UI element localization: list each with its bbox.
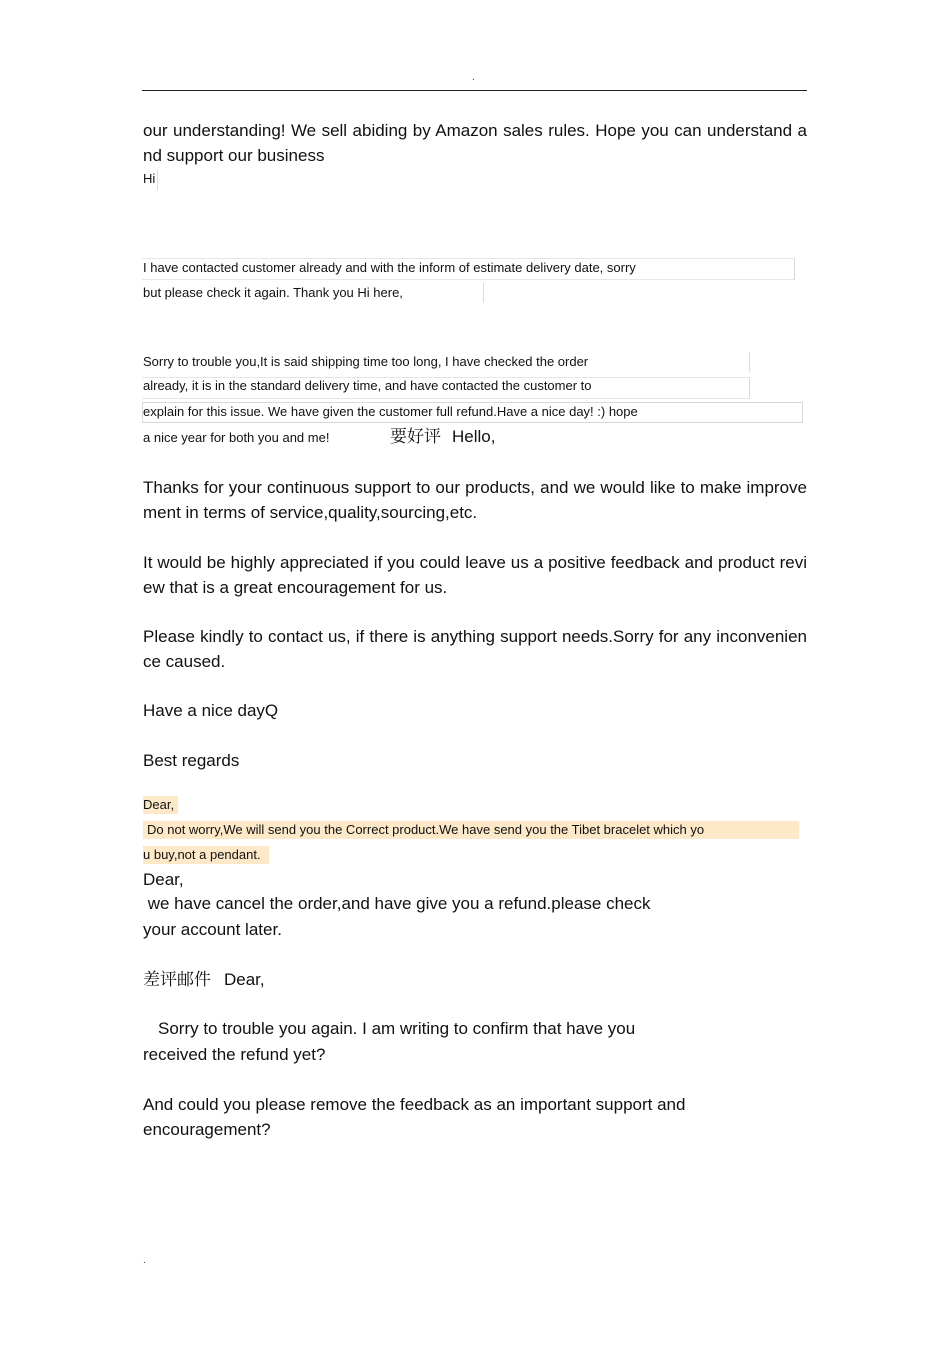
negative-review-label: 差评邮件 [143,970,211,990]
sorry-line-4: a nice year for both you and me! [143,430,330,445]
highlight-line-2: u buy,not a pendant. [143,846,269,864]
bad-review-line-2: received the refund yet? [143,1045,326,1064]
paragraph-understanding: our understanding! We sell abiding by Amazon sales rules. Hope you can understand and support our business [143,121,807,165]
bad-review-line-4: encouragement? [143,1120,271,1139]
highlight-line-1: Do not worry,We will send you the Correct product.We have send you the Tibet bracelet which yo [143,821,799,839]
nice-day-line: Have a nice dayQ [143,701,279,720]
paragraph-thanks: Thanks for your continuous support to our products, and we would like to make improvement in terms of service,quality,sourcing,etc. [143,478,807,522]
table-cell-border [157,170,158,190]
contact-line-2: but please check it again. Thank you Hi here, [143,285,403,300]
cancel-dear: Dear, [143,870,184,889]
cancel-line-2: your account later. [143,920,282,939]
greeting-hi: Hi [143,171,156,186]
bad-review-dear: Dear, [224,970,265,989]
best-regards: Best regards [143,751,240,770]
paragraph-appreciated: It would be highly appreciated if you could leave us a positive feedback and product review that is a great encouragement for us. [143,553,807,597]
positive-review-label: 要好评 [390,427,441,447]
paragraph-please: Please kindly to contact us, if there is anything support needs.Sorry for any inconvenience caused. [143,627,807,671]
bad-review-line-3: And could you please remove the feedback as an important support and [143,1095,686,1114]
header-rule [142,90,807,91]
header-mark: . [472,72,475,83]
sorry-line-2: already, it is in the standard delivery time, and have contacted the customer to [143,378,592,393]
footer-mark: . [143,1255,146,1266]
sorry-line-1: Sorry to trouble you,It is said shipping time too long, I have checked the order [143,354,589,369]
cancel-line-1: we have cancel the order,and have give you a refund.please check [143,894,651,913]
sorry-line-3: explain for this issue. We have given the customer full refund.Have a nice day! :) hope [143,404,638,419]
highlight-dear: Dear, [143,796,178,814]
hello-greeting: Hello, [452,427,496,446]
table-cell-border [749,352,750,372]
bad-review-line-1: Sorry to trouble you again. I am writing to confirm that have you [158,1019,636,1038]
table-cell-border [483,283,484,303]
contact-line-1: I have contacted customer already and with the inform of estimate delivery date, sorry [143,260,636,275]
